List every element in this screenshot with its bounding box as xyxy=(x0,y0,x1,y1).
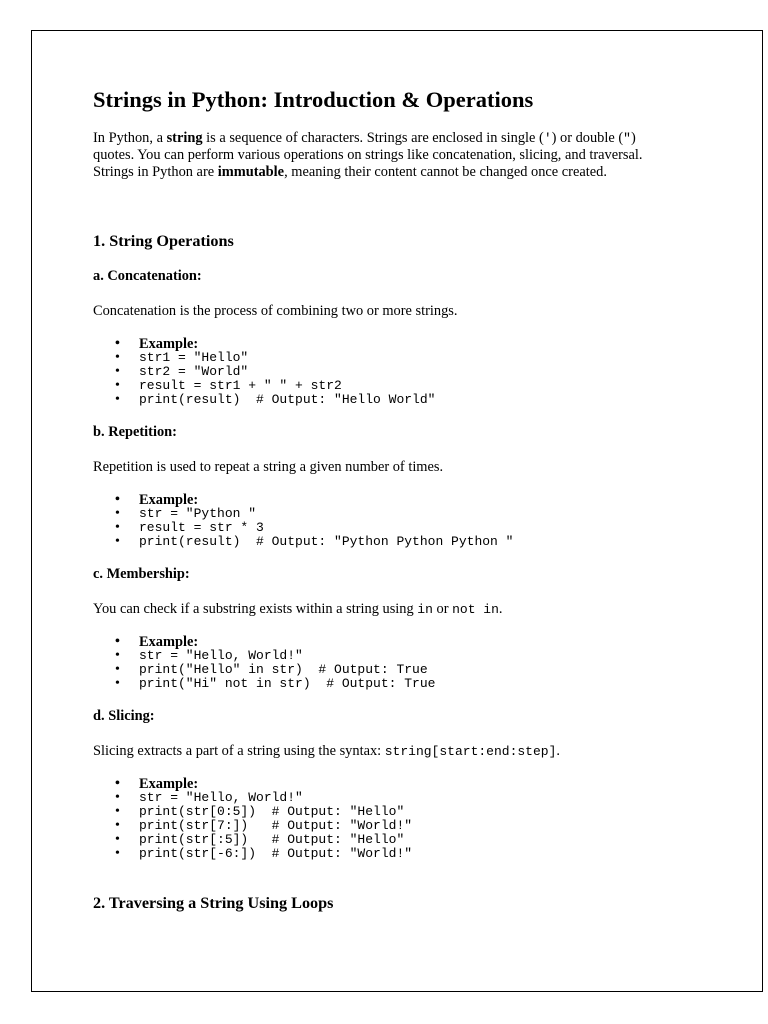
intro-bold-immutable: immutable xyxy=(217,164,285,180)
subheading-slicing: d. Slicing: xyxy=(93,708,155,724)
intro-text: ) or double ( xyxy=(551,130,624,146)
subheading-membership: c. Membership: xyxy=(93,566,190,582)
example-label: • Example: xyxy=(139,777,673,791)
concatenation-example-list xyxy=(93,337,673,407)
intro-text: In Python, a xyxy=(93,130,167,146)
code-line: • str2 = "World" xyxy=(139,365,673,379)
intro-text: ) quotes. You can perform various operations on strings like concatenation, slicing, and traversal. Strings in Python are xyxy=(93,130,643,180)
code-line: • print(str[0:5]) # Output: "Hello" xyxy=(139,805,673,819)
slicing-code-syntax: string[start:end:step] xyxy=(384,744,557,759)
slicing-example-list xyxy=(93,777,673,861)
intro-text: is a sequence of characters. Strings are enclosed in single ( xyxy=(202,130,544,146)
code-line: • print(str[7:]) # Output: "World!" xyxy=(139,819,673,833)
repetition-example-list xyxy=(93,493,673,549)
code-line: • print("Hi" not in str) # Output: True xyxy=(139,677,673,691)
code-line: • str1 = "Hello" xyxy=(139,351,673,365)
code-line: • result = str1 + " " + str2 xyxy=(139,379,673,393)
membership-code-in: in xyxy=(417,602,433,617)
code-line: • str = "Hello, World!" xyxy=(139,791,673,805)
membership-code-not-in: not in xyxy=(452,602,499,617)
section-heading-string-operations: 1. String Operations xyxy=(93,232,234,250)
code-line: • result = str * 3 xyxy=(139,521,673,535)
subheading-concatenation: a. Concatenation: xyxy=(93,268,202,284)
section-heading-traversing: 2. Traversing a String Using Loops xyxy=(93,894,334,912)
membership-text-part: You can check if a substring exists within a string using xyxy=(93,601,418,617)
document-content xyxy=(93,86,673,913)
code-line: • print(str[-6:]) # Output: "World!" xyxy=(139,847,673,861)
concatenation-text: Concatenation is the process of combining two or more strings. xyxy=(93,303,458,319)
slicing-text-part: . xyxy=(556,743,560,759)
code-line: • print("Hello" in str) # Output: True xyxy=(139,663,673,677)
repetition-text: Repetition is used to repeat a string a given number of times. xyxy=(93,459,444,475)
code-line: • str = "Python " xyxy=(139,507,673,521)
membership-text-part: or xyxy=(432,601,453,617)
code-line: • print(result) # Output: "Python Python Python " xyxy=(139,535,673,549)
document-page xyxy=(31,30,763,992)
slicing-text-part: Slicing extracts a part of a string using the syntax: xyxy=(93,743,385,759)
membership-text-part: . xyxy=(498,601,503,617)
intro-paragraph xyxy=(93,130,673,181)
code-line: • print(result) # Output: "Hello World" xyxy=(139,393,673,407)
example-label: • Example: xyxy=(139,493,673,507)
intro-code-double-quote: " xyxy=(623,131,631,146)
page-title: Strings in Python: Introduction & Operations xyxy=(93,87,534,112)
code-line: • str = "Hello, World!" xyxy=(139,649,673,663)
code-line: • print(str[:5]) # Output: "Hello" xyxy=(139,833,673,847)
example-label: • Example: xyxy=(139,635,673,649)
membership-text xyxy=(93,601,673,618)
slicing-text xyxy=(93,743,673,760)
intro-code-single-quote: ' xyxy=(543,131,552,146)
example-label: • Example: xyxy=(139,337,673,351)
intro-text: , meaning their content cannot be changed once created. xyxy=(284,164,607,180)
intro-bold-string: string xyxy=(166,130,203,146)
membership-example-list xyxy=(93,635,673,691)
subheading-repetition: b. Repetition: xyxy=(93,424,177,440)
